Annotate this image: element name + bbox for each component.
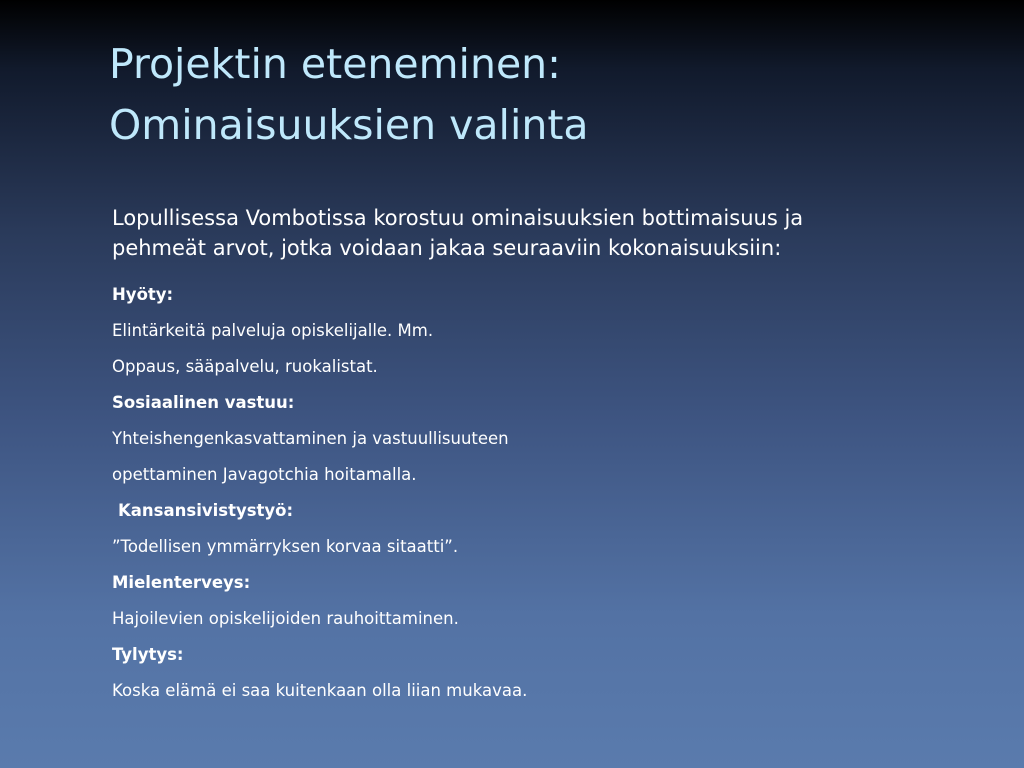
- intro-line-1: Lopullisessa Vombotissa korostuu ominaisuuksien bottimaisuus ja: [112, 206, 804, 230]
- heading-kansansivistystyo: Kansansivistystyö:: [118, 501, 294, 520]
- text-line: Oppaus, sääpalvelu, ruokalistat.: [112, 357, 378, 376]
- text-line: Hajoilevien opiskelijoiden rauhoittaminen.: [112, 609, 459, 628]
- title-line-2: Ominaisuuksien valinta: [109, 101, 589, 149]
- heading-tylytys: Tylytys:: [112, 645, 184, 664]
- text-line: Koska elämä ei saa kuitenkaan olla liian mukavaa.: [112, 681, 528, 700]
- intro-line-2: pehmeät arvot, jotka voidaan jakaa seuraaviin kokonaisuuksiin:: [112, 236, 782, 260]
- heading-sosiaalinen-vastuu: Sosiaalinen vastuu:: [112, 393, 295, 412]
- intro-paragraph: [112, 203, 972, 263]
- text-line: Elintärkeitä palveluja opiskelijalle. Mm.: [112, 321, 434, 340]
- heading-mielenterveys: Mielenterveys:: [112, 573, 251, 592]
- text-line: ”Todellisen ymmärryksen korvaa sitaatti”.: [112, 537, 459, 556]
- title-line-1: Projektin eteneminen:: [109, 40, 561, 88]
- slide-body: [112, 203, 972, 709]
- text-line: Yhteishengenkasvattaminen ja vastuullisuuteen: [112, 429, 509, 448]
- heading-hyoty: Hyöty:: [112, 285, 174, 304]
- text-line: opettaminen Javagotchia hoitamalla.: [112, 465, 417, 484]
- slide-title: [109, 34, 989, 156]
